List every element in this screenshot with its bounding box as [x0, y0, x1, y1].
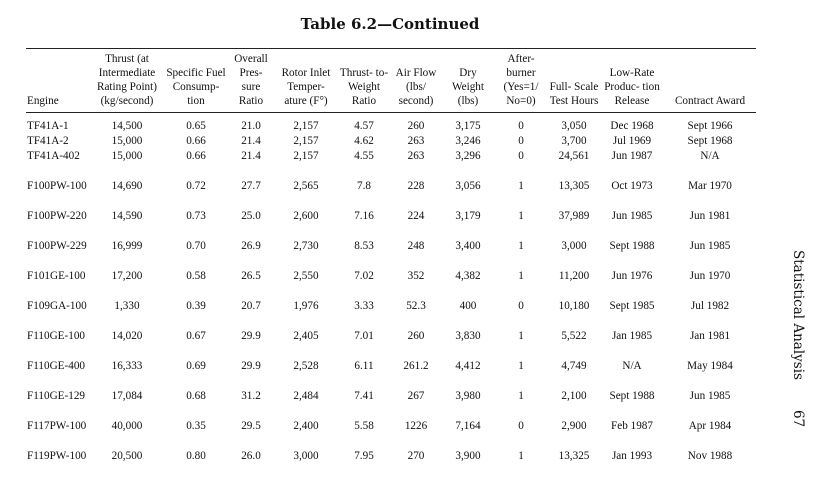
table-cell: Nov 1988 [687, 450, 733, 462]
table-row [26, 149, 756, 179]
table-row [26, 449, 756, 479]
column-header: Thrust- to- Weight Ratio [339, 67, 389, 107]
table-cell: 0 [518, 150, 524, 162]
table-cell: 20,500 [111, 450, 143, 462]
table-cell: 10,180 [558, 300, 590, 312]
table-cell: 3,056 [455, 180, 481, 192]
table-cell: 21.4 [241, 150, 261, 162]
table-row [26, 209, 756, 239]
table-cell: 0.58 [186, 270, 206, 282]
table-cell: 4.57 [354, 120, 374, 132]
table-cell: Sept 1968 [687, 135, 733, 147]
table-cell: 2,157 [293, 135, 319, 147]
table-cell: 7.02 [354, 270, 374, 282]
table-cell: 2,157 [293, 120, 319, 132]
table-cell: 5.58 [354, 420, 374, 432]
table-cell: May 1984 [687, 360, 733, 372]
table-cell: 1 [518, 330, 524, 342]
table-cell: 261.2 [403, 360, 429, 372]
table-cell: 0.80 [186, 450, 206, 462]
table-cell: 4,382 [455, 270, 481, 282]
table-cell: 27.7 [241, 180, 261, 192]
table-cell: 3,700 [561, 135, 587, 147]
table-cell: 1 [518, 390, 524, 402]
table-cell: 4.55 [354, 150, 374, 162]
table-cell: Jun 1976 [611, 270, 653, 282]
table-cell: 3,175 [455, 120, 481, 132]
section-label: Statistical Analysis [790, 250, 806, 380]
column-header: After- burner (Yes=1/ No=0) [503, 53, 539, 107]
table-cell: 29.9 [241, 360, 261, 372]
table-cell: 260 [407, 330, 425, 342]
table-cell: 2,405 [293, 330, 319, 342]
table-cell: 5,522 [561, 330, 587, 342]
table-cell: 40,000 [111, 420, 143, 432]
table-cell: 0.68 [186, 390, 206, 402]
table-cell: 2,100 [561, 390, 587, 402]
table-cell: 31.2 [241, 390, 261, 402]
table-cell: 2,157 [293, 150, 319, 162]
table-cell: Jun 1985 [689, 390, 731, 402]
table-cell: 3,900 [455, 450, 481, 462]
table-cell: Jan 1993 [611, 450, 653, 462]
table-cell: 3,050 [561, 120, 587, 132]
table-cell: 1,330 [114, 300, 140, 312]
table-cell: 224 [407, 210, 425, 222]
table-cell: 7.41 [354, 390, 374, 402]
engine-cell: F100PW-220 [27, 210, 87, 222]
engine-statistics-table [26, 49, 756, 479]
table-row [26, 113, 756, 135]
table-cell: Jun 1985 [611, 210, 653, 222]
table-cell: 1,976 [293, 300, 319, 312]
table-cell: 14,500 [111, 120, 143, 132]
table-cell: 7.95 [354, 450, 374, 462]
table-cell: 2,730 [293, 240, 319, 252]
table-cell: 16,999 [111, 240, 143, 252]
table-cell: Jun 1985 [689, 240, 731, 252]
table-cell: 1 [518, 180, 524, 192]
engine-cell: F119PW-100 [27, 450, 87, 462]
table-row [26, 239, 756, 269]
engine-cell: F109GA-100 [27, 300, 87, 312]
table-cell: 0.66 [186, 135, 206, 147]
table-cell: 26.5 [241, 270, 261, 282]
table-cell: Sept 1985 [609, 300, 655, 312]
running-footer [790, 250, 806, 427]
table-cell: 29.5 [241, 420, 261, 432]
table-cell: 1 [518, 210, 524, 222]
table-cell: 228 [407, 180, 425, 192]
column-header: Full- Scale Test Hours [549, 81, 599, 107]
engine-cell: F110GE-100 [27, 330, 86, 342]
table-cell: 2,528 [293, 360, 319, 372]
table-cell: Apr 1984 [688, 420, 732, 432]
table-cell: 26.9 [241, 240, 261, 252]
table-cell: 3,830 [455, 330, 481, 342]
table-cell: Jan 1985 [611, 330, 653, 342]
table-cell: 3.33 [354, 300, 374, 312]
table-cell: 400 [459, 300, 477, 312]
table-cell: 4,412 [455, 360, 481, 372]
table-cell: 263 [407, 150, 425, 162]
table-cell: Feb 1987 [611, 420, 653, 432]
column-header: Engine [27, 95, 59, 107]
table-cell: 1 [518, 360, 524, 372]
table-cell: 7,164 [455, 420, 481, 432]
column-header: Contract Award [674, 95, 746, 107]
table-cell: 3,296 [455, 150, 481, 162]
table-cell: 17,084 [111, 390, 143, 402]
table-row [26, 419, 756, 449]
table-title: Table 6.2—Continued [300, 15, 480, 33]
table-row [26, 329, 756, 359]
table-cell: 0.35 [186, 420, 206, 432]
table-cell: 14,690 [111, 180, 143, 192]
column-header: Rotor Inlet Temper- ature (F°) [281, 67, 331, 107]
table-cell: 2,900 [561, 420, 587, 432]
table-cell: 3,000 [561, 240, 587, 252]
table-body [26, 113, 756, 480]
table-cell: 13,325 [558, 450, 590, 462]
table-cell: 20.7 [241, 300, 261, 312]
table-row [26, 389, 756, 419]
engine-cell: TF41A-402 [27, 150, 80, 162]
table-cell: 2,400 [293, 420, 319, 432]
page-number: 67 [790, 409, 806, 428]
table-cell: 260 [407, 120, 425, 132]
table-row [26, 299, 756, 329]
column-header: Overall Pres- sure Ratio [234, 53, 268, 107]
table-container [26, 48, 756, 479]
table-cell: 4,749 [561, 360, 587, 372]
table-cell: 21.0 [241, 120, 261, 132]
table-cell: 0.72 [186, 180, 206, 192]
table-cell: Sept 1966 [687, 120, 733, 132]
table-cell: 270 [407, 450, 425, 462]
table-cell: 263 [407, 135, 425, 147]
table-cell: Jun 1970 [689, 270, 731, 282]
table-cell: Jun 1987 [611, 150, 653, 162]
table-cell: 0 [518, 420, 524, 432]
table-cell: 0 [518, 300, 524, 312]
table-cell: 15,000 [111, 135, 143, 147]
table-row [26, 134, 756, 149]
table-cell: 16,333 [111, 360, 143, 372]
table-cell: 2,565 [293, 180, 319, 192]
table-cell: 1 [518, 450, 524, 462]
table-cell: 6.11 [354, 360, 374, 372]
engine-cell: TF41A-2 [27, 135, 69, 147]
table-cell: 21.4 [241, 135, 261, 147]
table-cell: 3,246 [455, 135, 481, 147]
table-cell: Jan 1981 [689, 330, 731, 342]
table-cell: 11,200 [558, 270, 590, 282]
column-header: Thrust (at Intermediate Rating Point) (kg/second) [97, 53, 157, 107]
table-cell: 26.0 [241, 450, 261, 462]
table-row [26, 179, 756, 209]
table-cell: 3,179 [455, 210, 481, 222]
table-cell: Jun 1981 [689, 210, 731, 222]
table-cell: 8.53 [354, 240, 374, 252]
engine-cell: F110GE-129 [27, 390, 86, 402]
table-cell: Oct 1973 [611, 180, 653, 192]
table-cell: Sept 1988 [609, 390, 655, 402]
engine-cell: F100PW-100 [27, 180, 87, 192]
table-cell: N/A [622, 360, 642, 372]
table-cell: 0 [518, 120, 524, 132]
table-cell: 352 [407, 270, 425, 282]
table-cell: Mar 1970 [688, 180, 732, 192]
table-cell: 0.67 [186, 330, 206, 342]
table-cell: 3,980 [455, 390, 481, 402]
table-cell: 3,400 [455, 240, 481, 252]
table-cell: 0 [518, 135, 524, 147]
table-cell: 7.01 [354, 330, 374, 342]
engine-cell: F110GE-400 [27, 360, 86, 372]
engine-cell: F117PW-100 [27, 420, 87, 432]
table-cell: 25.0 [241, 210, 261, 222]
column-header: Specific Fuel Consump- tion [166, 67, 226, 107]
table-cell: 267 [407, 390, 425, 402]
table-cell: 1 [518, 270, 524, 282]
table-cell: 2,550 [293, 270, 319, 282]
table-cell: 37,989 [558, 210, 590, 222]
engine-cell: TF41A-1 [27, 120, 69, 132]
table-row [26, 359, 756, 389]
table-cell: 0.66 [186, 150, 206, 162]
table-cell: N/A [700, 150, 720, 162]
table-cell: 0.70 [186, 240, 206, 252]
table-cell: 0.65 [186, 120, 206, 132]
table-cell: 7.8 [357, 180, 371, 192]
table-cell: 2,484 [293, 390, 319, 402]
table-cell: 13,305 [558, 180, 590, 192]
column-header: Dry Weight (lbs) [451, 67, 485, 107]
table-cell: 3,000 [293, 450, 319, 462]
table-cell: 17,200 [111, 270, 143, 282]
table-cell: 14,020 [111, 330, 143, 342]
table-cell: 52.3 [406, 300, 426, 312]
table-cell: 14,590 [111, 210, 143, 222]
engine-cell: F101GE-100 [27, 270, 86, 282]
table-cell: 0.69 [186, 360, 206, 372]
table-cell: 248 [407, 240, 425, 252]
table-cell: 0.39 [186, 300, 206, 312]
table-cell: Jul 1982 [690, 300, 730, 312]
table-cell: Jul 1969 [612, 135, 652, 147]
table-cell: 15,000 [111, 150, 143, 162]
column-header: Air Flow (lbs/ second) [395, 67, 437, 107]
table-cell: 1226 [404, 420, 428, 432]
table-cell: Sept 1988 [609, 240, 655, 252]
table-row [26, 269, 756, 299]
table-cell: 1 [518, 240, 524, 252]
table-cell: 2,600 [293, 210, 319, 222]
table-cell: 24,561 [558, 150, 590, 162]
header-row [26, 49, 756, 113]
table-cell: 7.16 [354, 210, 374, 222]
engine-cell: F100PW-229 [27, 240, 87, 252]
column-header: Low-Rate Produc- tion Release [604, 67, 660, 107]
table-cell: 4.62 [354, 135, 374, 147]
table-cell: Dec 1968 [610, 120, 654, 132]
table-cell: 0.73 [186, 210, 206, 222]
table-cell: 29.9 [241, 330, 261, 342]
